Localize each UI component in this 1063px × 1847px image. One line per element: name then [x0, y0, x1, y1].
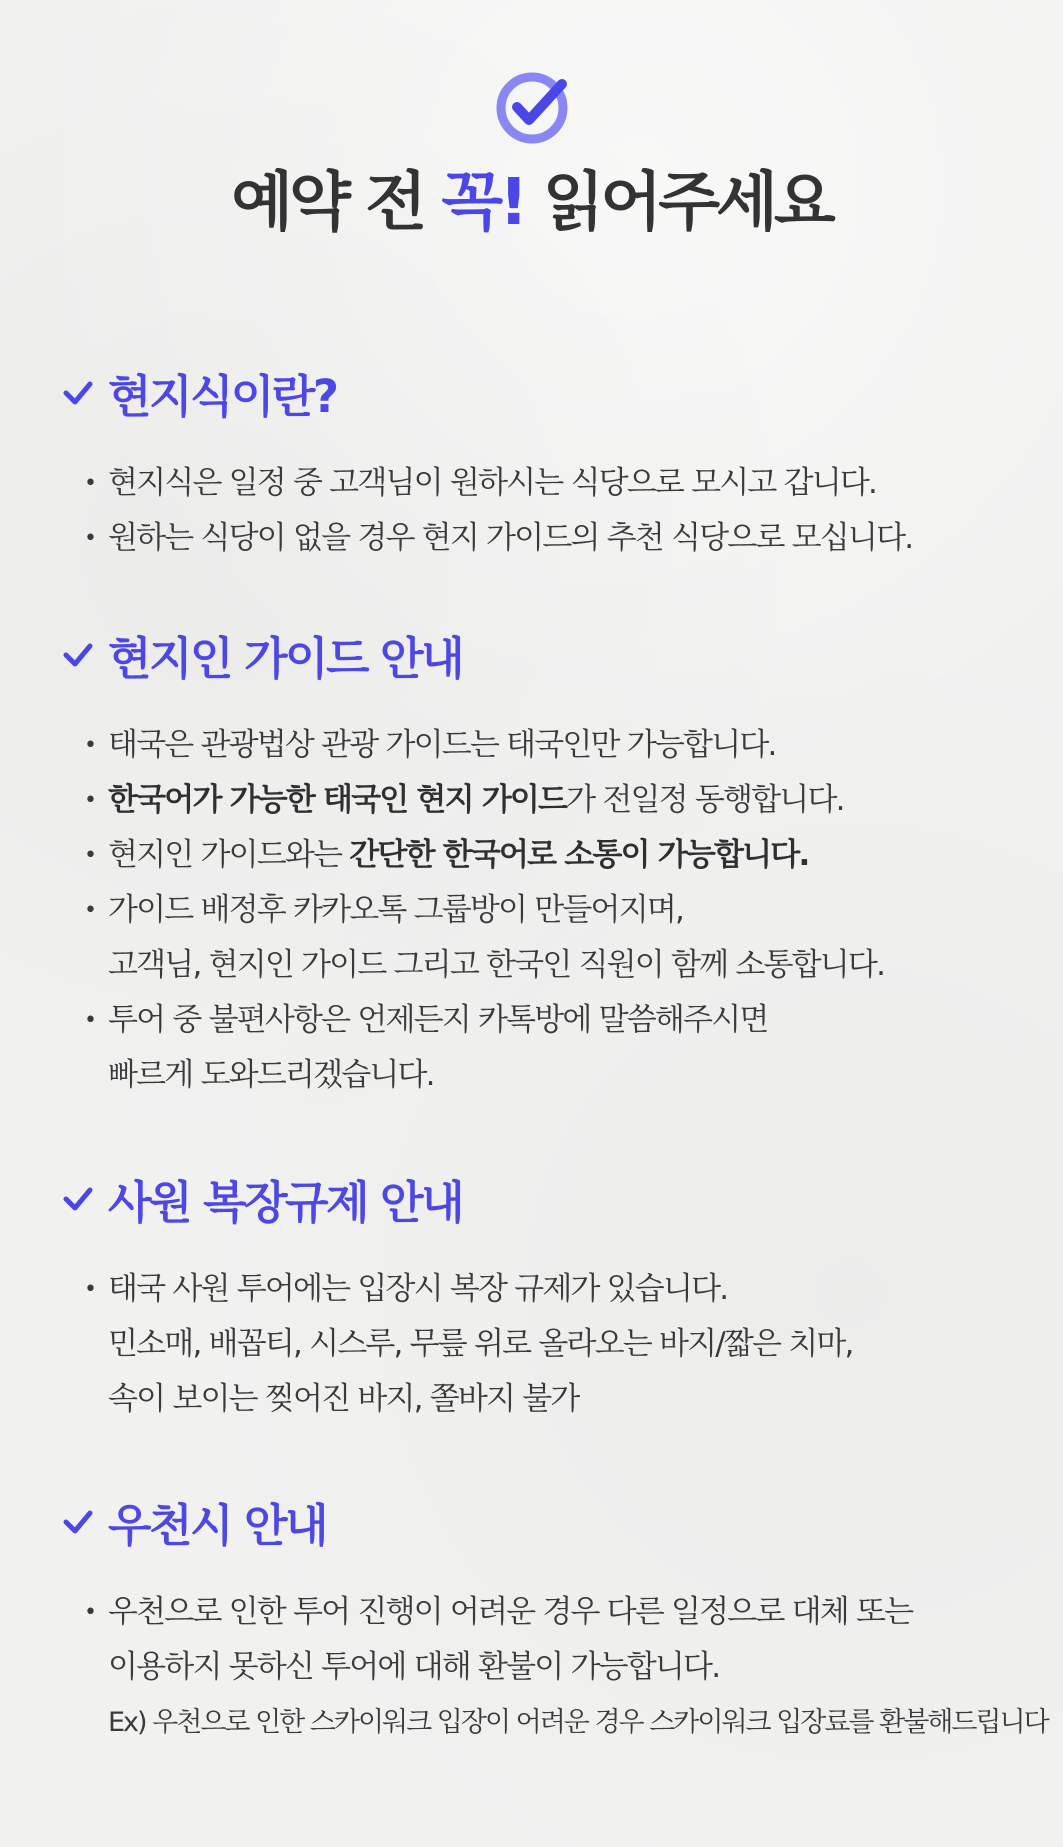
- check-icon: [62, 1505, 94, 1537]
- section-rain-policy: [62, 1491, 1048, 1750]
- section-title: 현지식이란?: [108, 369, 337, 423]
- check-circle-icon: [494, 70, 570, 146]
- page-title: 예약 전 꼭! 읽어주세요: [231, 166, 832, 240]
- section-local-food: [62, 362, 1022, 566]
- list-item: • 가이드 배정후 카카오톡 그룹방이 만들어지며, 고객님, 현지인 가이드 그리고 한국인 직원이 함께 소통합니다.: [84, 892, 885, 983]
- list-item: • 현지식은 일정 중 고객님이 원하시는 식당으로 모시고 갑니다.: [84, 465, 877, 501]
- check-icon: [62, 638, 94, 670]
- section-title: 현지인 가이드 안내: [108, 631, 463, 685]
- section-title: 사원 복장규제 안내: [108, 1175, 463, 1229]
- section-title: 우천시 안내: [108, 1498, 327, 1552]
- header: [0, 70, 1063, 238]
- rain-note: Ex) 우천으로 인한 스카이워크 입장이 어려운 경우 스카이워크 입장료를 환불해드립니다: [108, 1707, 1048, 1738]
- list-item: • 태국은 관광법상 관광 가이드는 태국인만 가능합니다.: [84, 727, 776, 763]
- list-item: • 투어 중 불편사항은 언제든지 카톡방에 말씀해주시면 빠르게 도와드리겠습니다.: [84, 1002, 768, 1093]
- section-local-guide: [62, 624, 1022, 1103]
- list-item: • 한국어가 가능한 태국인 현지 가이드가 전일정 동행합니다.: [84, 782, 844, 818]
- list-item: • 태국 사원 투어에는 입장시 복장 규제가 있습니다. 민소매, 배꼽티, 시스루, 무릎 위로 올라오는 바지/짧은 치마, 속이 보이는 찢어진 바지, 쫄바지 불가: [84, 1271, 853, 1417]
- list-item: • 우천으로 인한 투어 진행이 어려운 경우 다른 일정으로 대체 또는 이용하지 못하신 투어에 대해 환불이 가능합니다. Ex) 우천으로 인한 스카이워크 입장이 어려운 경우 스카이워크 입장료를 환불해드립니다: [84, 1585, 1022, 1750]
- list-item: • 원하는 식당이 없을 경우 현지 가이드의 추천 식당으로 모십니다.: [84, 520, 913, 556]
- list-item: • 현지인 가이드와는 간단한 한국어로 소통이 가능합니다.: [84, 837, 809, 873]
- check-icon: [62, 376, 94, 408]
- check-icon: [62, 1182, 94, 1214]
- title-accent: 꼭!: [441, 166, 525, 240]
- section-temple-dress-code: [62, 1168, 1022, 1427]
